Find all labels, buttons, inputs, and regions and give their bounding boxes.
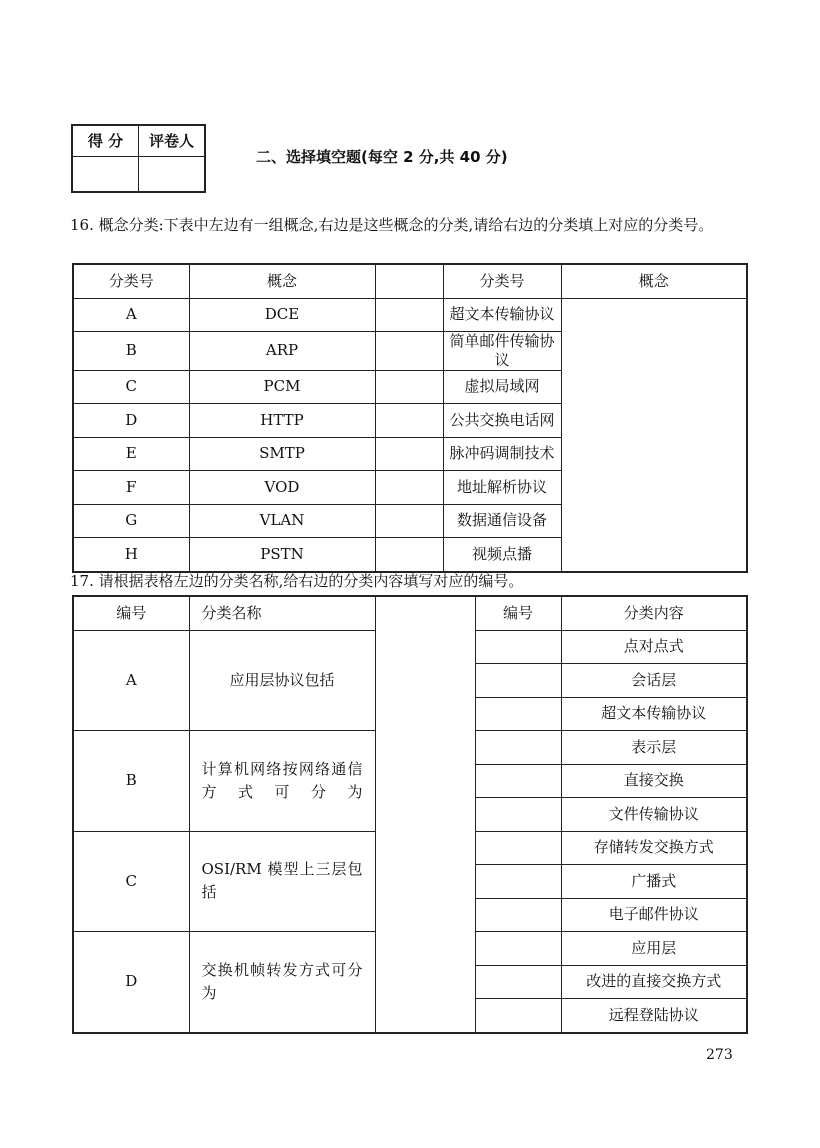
answer-code-cell[interactable] [475,664,561,698]
left-concept-cell: ARP [189,332,375,371]
answer-code-cell[interactable] [375,332,443,371]
group-name-text: 交换机帧转发方式可分为 [201,960,363,1002]
answer-code-cell[interactable] [475,932,561,966]
answer-code-cell[interactable] [475,999,561,1033]
table-row [73,370,747,404]
content-cell: 文件传输协议 [561,798,747,832]
right-concept-cell: 公共交换电话网 [443,404,561,438]
answer-code-cell[interactable] [475,697,561,731]
group-name-cell [189,731,375,832]
header-right-code: 编号 [475,596,561,630]
header-left-concept: 概念 [189,264,375,298]
question-17-table [72,595,748,1034]
left-code-cell: B [73,332,189,371]
content-cell: 超文本传输协议 [561,697,747,731]
answer-code-cell[interactable] [475,831,561,865]
answer-code-cell[interactable] [375,298,443,332]
group-name-text: OSI/RM 模型上三层包括 [201,860,363,902]
content-cell: 点对点式 [561,630,747,664]
content-cell: 会话层 [561,664,747,698]
header-right-code: 分类号 [443,264,561,298]
table-header-row [73,596,747,630]
answer-code-cell[interactable] [475,965,561,999]
question-16-table [72,263,748,573]
answer-code-cell[interactable] [375,471,443,505]
header-left-code: 分类号 [73,264,189,298]
group-code-cell: C [73,831,189,932]
group-name-cell [189,831,375,932]
table-row [73,332,747,371]
content-cell: 改进的直接交换方式 [561,965,747,999]
left-code-cell: A [73,298,189,332]
right-concept-cell: 虚拟局域网 [443,370,561,404]
content-cell: 直接交换 [561,764,747,798]
header-right-content: 分类内容 [561,596,747,630]
answer-code-cell[interactable] [475,731,561,765]
reviewer-label: 评卷人 [139,125,206,157]
left-concept-cell: VLAN [189,504,375,538]
left-code-cell: F [73,471,189,505]
content-cell: 广播式 [561,865,747,899]
left-code-cell: C [73,370,189,404]
left-code-cell: G [73,504,189,538]
group-name-text: 计算机网络按网络通信方式可分为 [201,759,363,801]
content-cell: 电子邮件协议 [561,898,747,932]
score-label: 得 分 [72,125,139,157]
left-concept-cell: PSTN [189,538,375,572]
right-concept-cell: 简单邮件传输协议 [443,332,561,371]
content-cell: 应用层 [561,932,747,966]
left-concept-cell: HTTP [189,404,375,438]
right-concept-cell: 地址解析协议 [443,471,561,505]
right-concept-cell: 视频点播 [443,538,561,572]
score-box [71,124,206,193]
spacer-column [375,596,475,1033]
table-row [73,471,747,505]
answer-code-cell[interactable] [475,798,561,832]
left-concept-cell: SMTP [189,437,375,471]
spacer-column [375,264,443,298]
content-cell: 存储转发交换方式 [561,831,747,865]
question-17-prompt: 17. 请根据表格左边的分类名称,给右边的分类内容填写对应的编号。 [70,572,524,590]
reviewer-cell[interactable] [139,157,206,193]
header-right-concept: 概念 [561,264,747,298]
content-cell: 表示层 [561,731,747,765]
group-code-cell: B [73,731,189,832]
section-title: 二、选择填空题(每空 2 分,共 40 分) [256,148,508,166]
score-cell[interactable] [72,157,139,193]
group-name-text: 应用层协议包括 [229,670,335,689]
left-code-cell: D [73,404,189,438]
table-row [73,437,747,471]
table-header-row [73,264,747,298]
table-row [73,538,747,572]
group-name-cell [189,932,375,1033]
answer-code-cell[interactable] [475,898,561,932]
answer-code-cell[interactable] [475,865,561,899]
content-cell: 远程登陆协议 [561,999,747,1033]
answer-code-cell[interactable] [475,764,561,798]
header-left-code: 编号 [73,596,189,630]
right-concept-cell: 超文本传输协议 [443,298,561,332]
page-number: 273 [706,1047,733,1063]
left-concept-cell: VOD [189,471,375,505]
question-16-prompt: 16. 概念分类:下表中左边有一组概念,右边是这些概念的分类,请给右边的分类填上对应的分类号。 [70,216,714,234]
left-concept-cell: DCE [189,298,375,332]
group-code-cell: D [73,932,189,1033]
table-row [73,504,747,538]
left-concept-cell: PCM [189,370,375,404]
answer-code-cell[interactable] [375,504,443,538]
table-row [73,298,747,332]
right-concept-cell: 脉冲码调制技术 [443,437,561,471]
answer-code-cell[interactable] [475,630,561,664]
answer-code-cell[interactable] [375,404,443,438]
answer-code-cell[interactable] [375,370,443,404]
answer-code-cell[interactable] [375,538,443,572]
left-code-cell: E [73,437,189,471]
table-row [73,404,747,438]
header-left-name: 分类名称 [189,596,375,630]
right-concept-cell: 数据通信设备 [443,504,561,538]
group-code-cell: A [73,630,189,731]
group-name-cell [189,630,375,731]
answer-code-cell[interactable] [375,437,443,471]
left-code-cell: H [73,538,189,572]
